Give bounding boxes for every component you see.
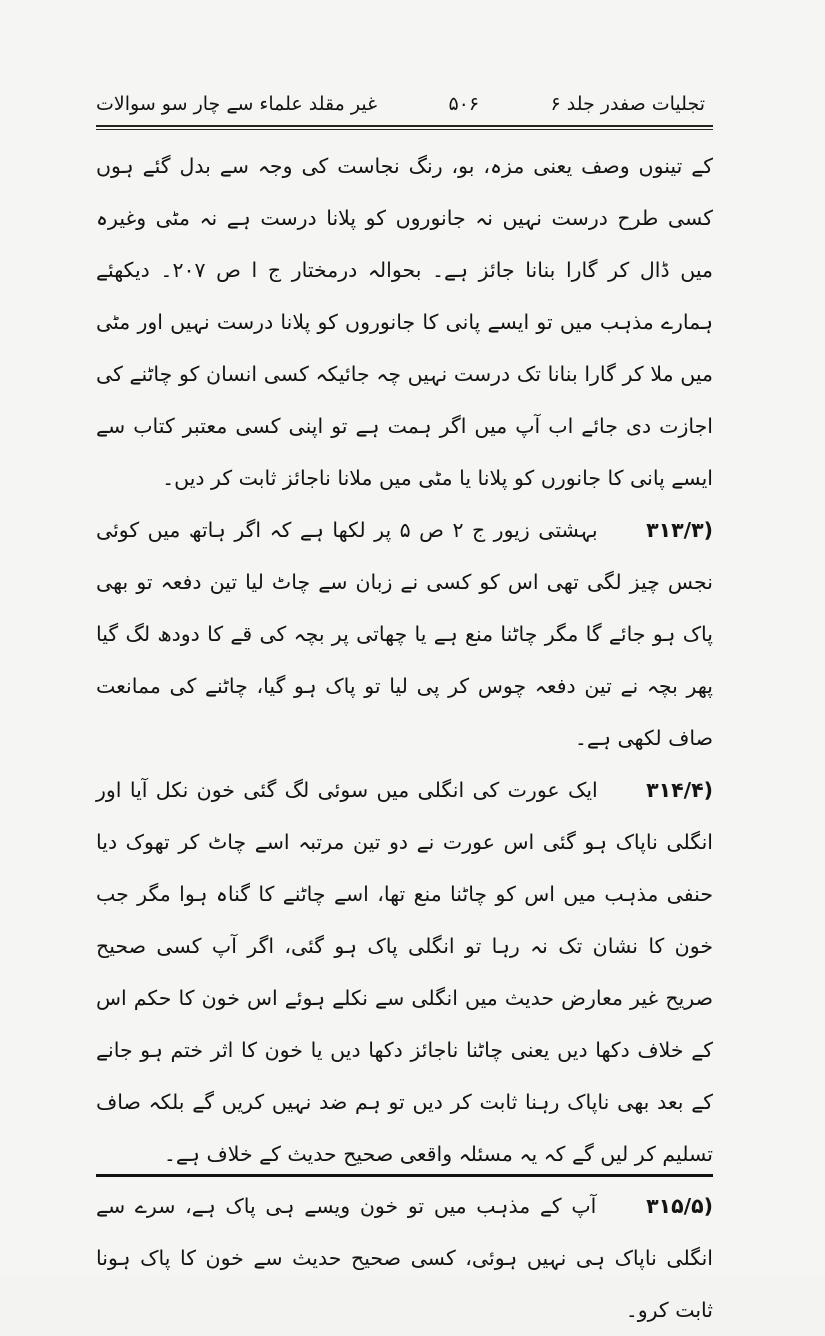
paragraph-text: کے تینوں وصف یعنی مزہ، بو، رنگ نجاست کی وجہ سے بدل گئے ہوں کسی طرح درست نہیں نہ جانوروں کو پلانا درست ہے نہ مٹی وغیرہ میں ڈال کر گارا بنانا جائز ہے۔ بحوالہ درمختار ج ا ص ۲۰۷۔ دیکھئے ہمارے مذہب میں تو ایسے پانی کا جانوروں کو پلانا درست نہیں اور مٹی میں ملا کر گارا بنانا تک درست نہیں چہ جائیکہ کسی انسان کو چاٹنے کی اجازت دی جائے اب آپ میں اگر ہمت ہے تو اپنی کسی معتبر کتاب سے ایسے پانی کا جانورں کو پلانا یا مٹی میں ملانا ناجائز ثابت کر دیں۔ xyxy=(96,154,713,490)
header-rule xyxy=(96,125,713,127)
page-number: ۵۰۶ xyxy=(448,93,480,115)
paragraph-continuation xyxy=(96,140,713,504)
paragraph-text: ایک عورت کی انگلی میں سوئی لگ گئی خون نکل آیا اور انگلی ناپاک ہو گئی اس عورت نے دو تین مرتبہ اسے چاٹ کر تھوک دیا حنفی مذہب میں اس کو چاٹنا منع تھا، اسے چاٹنے کا گناہ ہوا مگر جب خون کا نشان تک نہ رہا تو انگلی پاک ہو گئی، اگر آپ کسی صحیح صریح غیر معارض حدیث میں انگلی سے نکلے ہوئے اس خون کا حکم اس کے خلاف دکھا دیں یعنی چاٹنا ناجائز دکھا دیں یا خون کا اثر ختم ہو جانے کے بعد بھی ناپاک رہنا ثابت کر دیں تو ہم ضد نہیں کریں گے بلکہ صاف تسلیم کر لیں گے کہ یہ مسئلہ واقعی صحیح حدیث کے خلاف ہے۔ xyxy=(96,778,713,1166)
paragraph-315 xyxy=(96,1180,713,1336)
question-number: (۳۱۵/۵ xyxy=(646,1194,713,1218)
question-number: (۳۱۳/۳ xyxy=(646,518,713,542)
running-header xyxy=(96,86,705,122)
paragraph-313 xyxy=(96,504,713,764)
question-number: (۳۱۴/۴ xyxy=(646,778,713,802)
paragraph-314 xyxy=(96,764,713,1180)
paragraph-text: آپ کے مذہب میں تو خون ویسے ہی پاک ہے، سرے سے انگلی ناپاک ہی نہیں ہوئی، کسی صحیح حدیث سے خون کا پاک ہونا ثابت کرو۔ xyxy=(96,1194,713,1322)
page-body xyxy=(96,140,713,1336)
book-title: تجلیات صفدر جلد ۶ xyxy=(550,93,705,115)
header-rule-thin xyxy=(96,129,713,130)
paragraph-text: بہشتی زیور ج ۲ ص ۵ پر لکھا ہے کہ اگر ہاتھ میں کوئی نجس چیز لگی تھی اس کو کسی نے زبان سے چاٹ لیا تین دفعہ تو بھی پاک ہو جائے گا مگر چاٹنا منع ہے یا چھاتی پر بچہ کی قے کا دودھ لگ گیا پھر بچہ نے تین دفعہ چوس کر پی لیا تو پاک ہو گیا، چاٹنے کی ممانعت صاف لکھی ہے۔ xyxy=(96,518,713,750)
chapter-title: غیر مقلد علماء سے چار سو سوالات xyxy=(96,93,378,115)
footer-rule xyxy=(96,1174,713,1177)
